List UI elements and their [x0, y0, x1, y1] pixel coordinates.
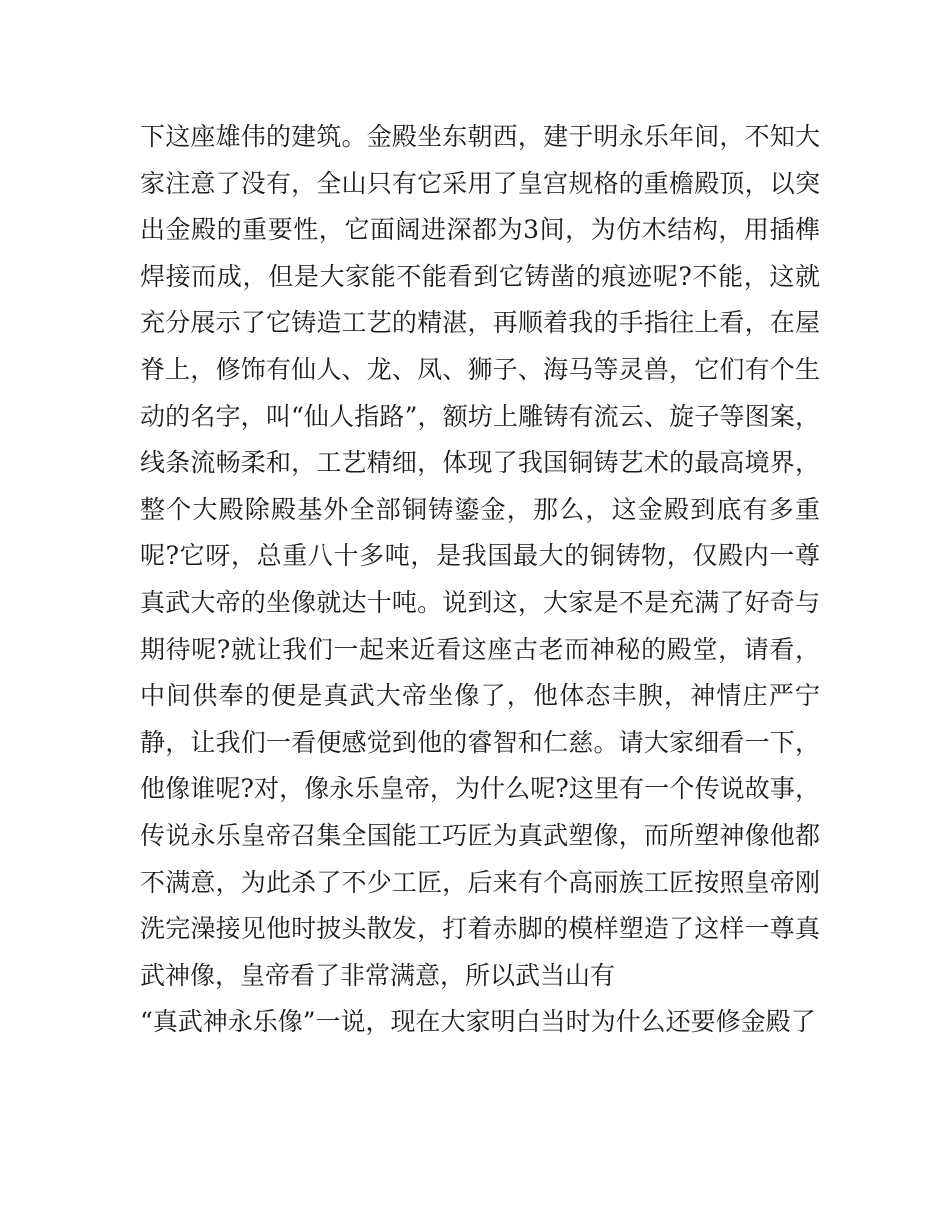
text-line: 中间供奉的便是真武大帝坐像了，他体态丰腴，神情庄严宁	[140, 681, 820, 711]
text-line: 家注意了没有，全山只有它采用了皇宫规格的重檐殿顶，以突	[140, 168, 820, 198]
text-line: 武神像，皇帝看了非常满意，所以武当山有	[140, 960, 616, 990]
text-line: 线条流畅柔和，工艺精细，体现了我国铜铸艺术的最高境界，	[140, 448, 820, 478]
text-line: 出金殿的重要性，它面阔进深都为3间，为仿木结构，用插榫	[140, 215, 820, 245]
text-line: 传说永乐皇帝召集全国能工巧匠为真武塑像，而所塑神像他都	[140, 820, 820, 850]
text-line: 呢?它呀，总重八十多吨，是我国最大的铜铸物，仅殿内一尊	[140, 541, 820, 571]
text-line: 焊接而成，但是大家能不能看到它铸凿的痕迹呢?不能，这就	[140, 261, 820, 291]
text-line: 他像谁呢?对，像永乐皇帝，为什么呢?这里有一个传说故事，	[140, 774, 820, 804]
text-line: 脊上，修饰有仙人、龙、凤、狮子、海马等灵兽，它们有个生	[140, 354, 820, 384]
text-line: “真武神永乐像”一说，现在大家明白当时为什么还要修金殿了	[140, 1007, 816, 1037]
text-line: 动的名字，叫“仙人指路”，额坊上雕铸有流云、旋子等图案，	[140, 401, 820, 431]
text-line: 下这座雄伟的建筑。金殿坐东朝西，建于明永乐年间，不知大	[140, 122, 820, 151]
text-line: 充分展示了它铸造工艺的精湛，再顺着我的手指往上看，在屋	[140, 308, 820, 338]
text-line: 不满意，为此杀了不少工匠，后来有个高丽族工匠按照皇帝刚	[140, 867, 820, 897]
text-line: 期待呢?就让我们一起来近看这座古老而神秘的殿堂，请看，	[140, 634, 820, 664]
body-text	[140, 114, 820, 1046]
text-line: 静，让我们一看便感觉到他的睿智和仁慈。请大家细看一下，	[140, 727, 820, 757]
text-line: 整个大殿除殿基外全部铜铸鎏金，那么，这金殿到底有多重	[140, 494, 820, 524]
text-line: 真武大帝的坐像就达十吨。说到这，大家是不是充满了好奇与	[140, 587, 820, 617]
text-line: 洗完澡接见他时披头散发，打着赤脚的模样塑造了这样一尊真	[140, 914, 820, 944]
